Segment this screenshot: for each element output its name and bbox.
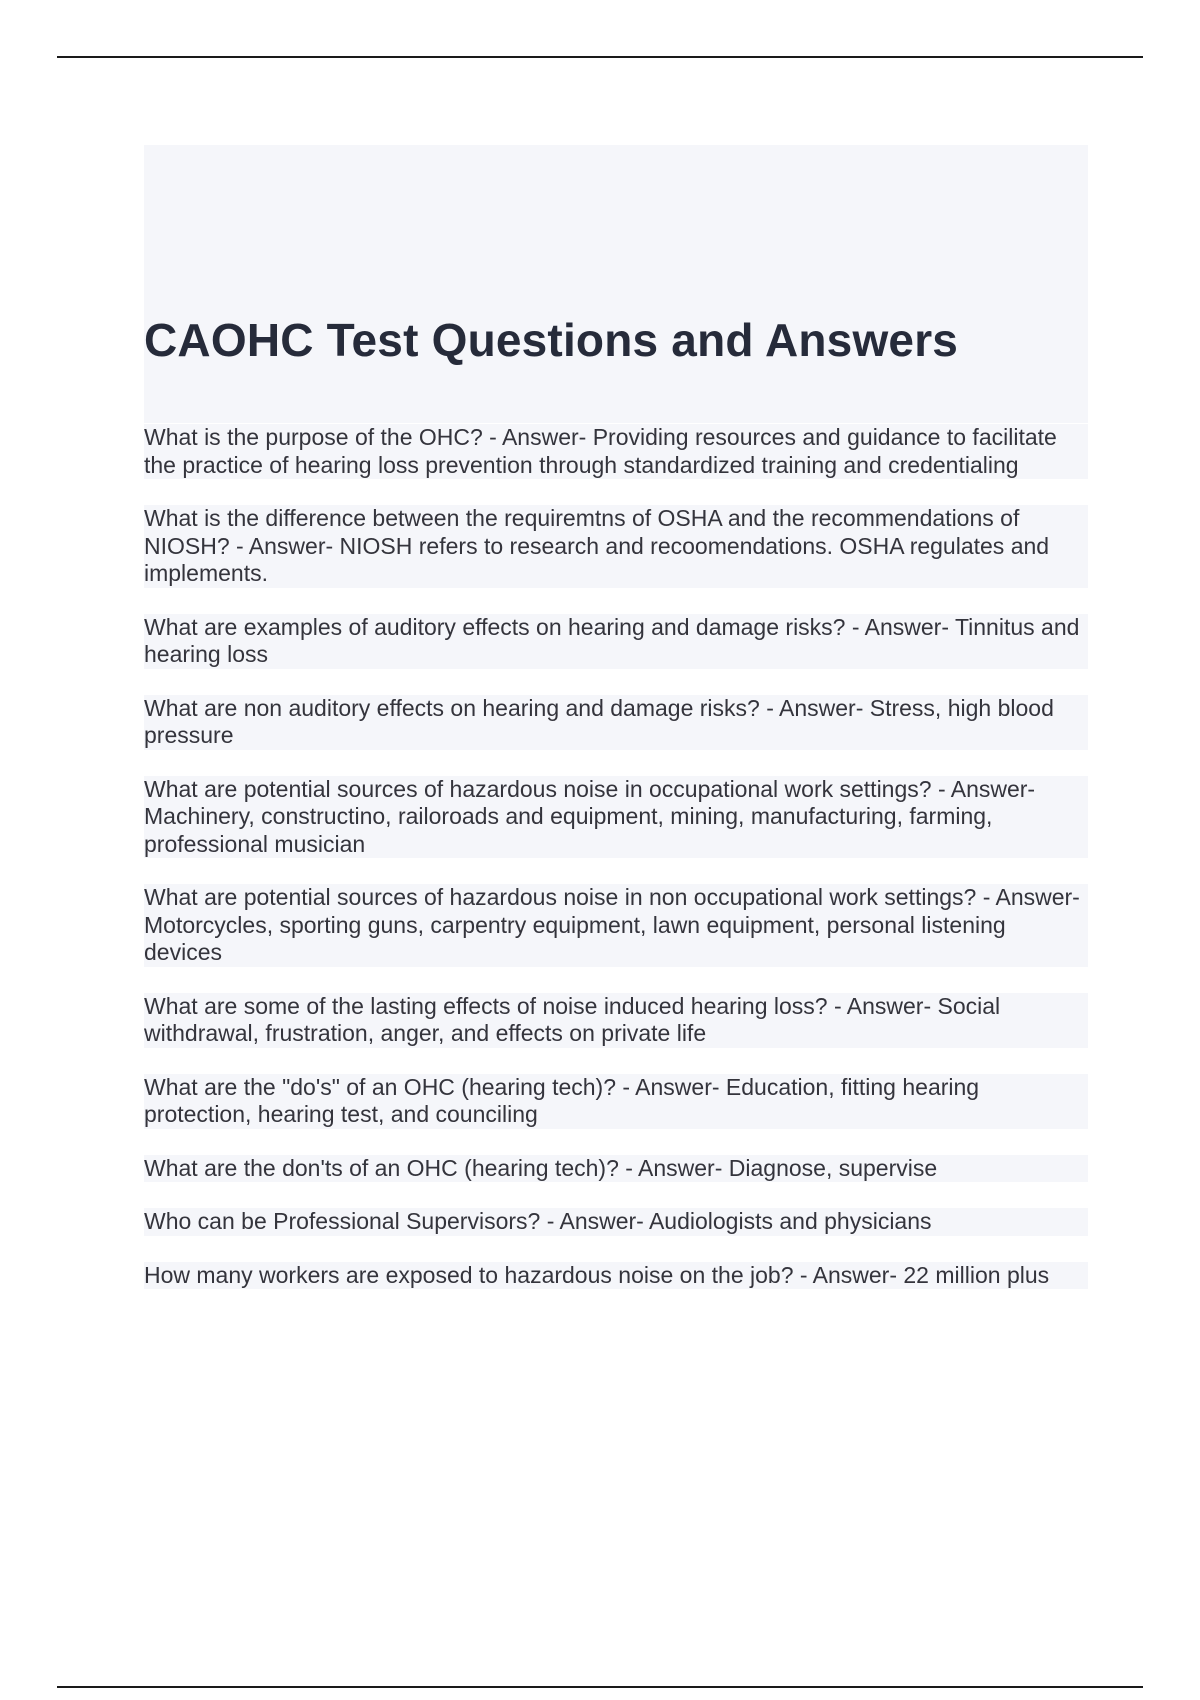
qa-item: What are potential sources of hazardous noise in non occupational work settings? - Answer- Motorcycles, sporting guns, carpentry equipment, lawn equipment, personal listening devices: [144, 884, 1088, 967]
qa-item: What are the "do's" of an OHC (hearing tech)? - Answer- Education, fitting hearing protection, hearing test, and counciling: [144, 1074, 1088, 1129]
qa-item: Who can be Professional Supervisors? - Answer- Audiologists and physicians: [144, 1208, 1088, 1236]
qa-item: What are the don'ts of an OHC (hearing tech)? - Answer- Diagnose, supervise: [144, 1155, 1088, 1183]
qa-item: What are non auditory effects on hearing and damage risks? - Answer- Stress, high blood pressure: [144, 695, 1088, 750]
qa-item: What are some of the lasting effects of noise induced hearing loss? - Answer- Social withdrawal, frustration, anger, and effects on private life: [144, 993, 1088, 1048]
qa-list: [144, 424, 1088, 1315]
qa-item: What is the difference between the requiremtns of OSHA and the recommendations of NIOSH? - Answer- NIOSH refers to research and recoomendations. OSHA regulates and implements.: [144, 505, 1088, 588]
qa-item: How many workers are exposed to hazardous noise on the job? - Answer- 22 million plus: [144, 1262, 1088, 1290]
title-band: [144, 145, 1088, 423]
qa-item: What are examples of auditory effects on hearing and damage risks? - Answer- Tinnitus and hearing loss: [144, 614, 1088, 669]
qa-item: What is the purpose of the OHC? - Answer- Providing resources and guidance to facilitate the practice of hearing loss prevention through standardized training and credentialing: [144, 424, 1088, 479]
qa-item: What are potential sources of hazardous noise in occupational work settings? - Answer- Machinery, constructino, railoroads and equipment, mining, manufacturing, farming, professional musician: [144, 776, 1088, 859]
bottom-rule: [57, 1686, 1143, 1688]
top-rule: [57, 56, 1143, 58]
document-title: CAOHC Test Questions and Answers: [144, 314, 959, 366]
